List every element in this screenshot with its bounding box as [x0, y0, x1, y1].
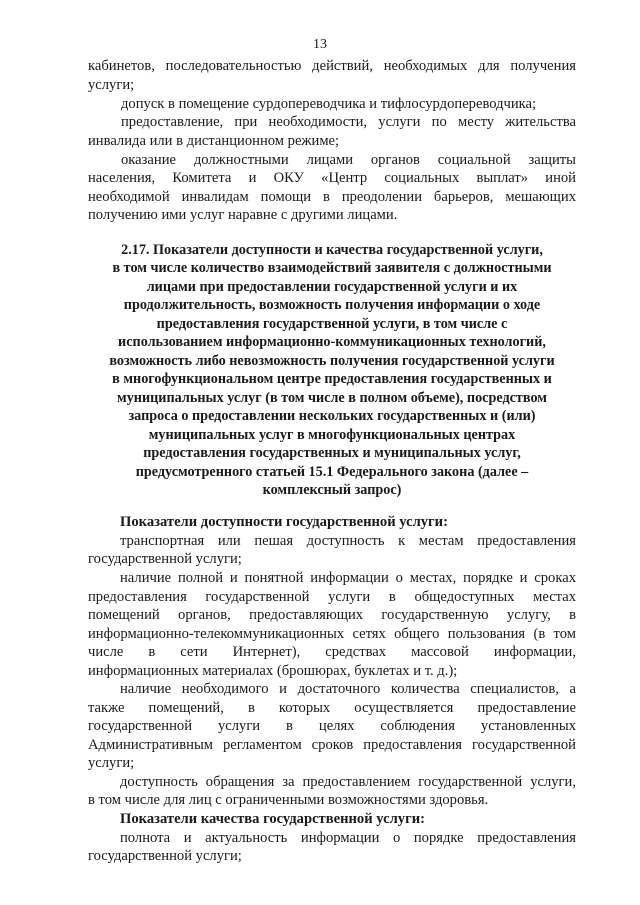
- text-line: предоставления государственной услуги в общедоступных местах: [88, 589, 576, 605]
- heading-line: предусмотренного статьей 15.1 Федерального закона (далее –: [135, 464, 529, 480]
- text-line: информационно-телекоммуникационных сетях общего пользования (в том: [88, 626, 576, 642]
- text-line: населения, Комитета и ОКУ «Центр социальных выплат» иной: [88, 170, 576, 186]
- text-line: инвалида или в дистанционном режиме;: [88, 133, 340, 149]
- text-line: наличие необходимого и достаточного количества специалистов, а: [120, 681, 576, 697]
- text-line: услуги;: [88, 755, 135, 771]
- text-line: транспортная или пешая доступность к местам предоставления: [120, 533, 576, 549]
- text-line: в том числе для лиц с ограниченными возможностями здоровья.: [88, 792, 489, 808]
- text-line: информационных материалах (брошюрах, буклетах и т. д.);: [88, 663, 458, 679]
- text-line: государственной услуги в целях соблюдения установленных: [88, 718, 576, 734]
- text-line: также помещений, в которых осуществляется предоставление: [88, 700, 576, 716]
- text-line: полнота и актуальность информации о порядке предоставления: [120, 830, 576, 846]
- heading-line: в том числе количество взаимодействий заявителя с должностными: [112, 260, 552, 276]
- heading-line: предоставления государственной услуги, в том числе с: [156, 316, 508, 332]
- quality-heading: Показатели качества государственной услуги:: [120, 811, 425, 827]
- text-line: услуги;: [88, 77, 135, 93]
- text-line: помещений органов, предоставляющих государственную услугу, в: [88, 607, 576, 623]
- heading-line: в многофункциональном центре предоставления государственных и: [112, 371, 552, 387]
- heading-line: муниципальных услуг в многофункциональных центрах: [148, 427, 516, 443]
- heading-line: запроса о предоставлении нескольких государственных и (или): [128, 408, 536, 424]
- heading-line: предоставления государственных и муниципальных услуг,: [143, 445, 521, 461]
- text-line: оказание должностными лицами органов социальной защиты: [121, 152, 576, 168]
- text-line: доступность обращения за предоставлением государственной услуги,: [120, 774, 576, 790]
- heading-line: 2.17. Показатели доступности и качества государственной услуги,: [121, 242, 543, 258]
- availability-heading: Показатели доступности государственной услуги:: [120, 514, 448, 530]
- heading-line: лицами при предоставлении государственной услуги и их: [146, 279, 518, 295]
- text-line: кабинетов, последовательностью действий, необходимых для получения: [88, 58, 576, 74]
- heading-line: продолжительность, возможность получения информации о ходе: [123, 297, 541, 313]
- heading-line: муниципальных услуг (в том числе в полном объеме), посредством: [117, 390, 547, 406]
- text-line: получению ими услуг наравне с другими лицами.: [88, 207, 398, 223]
- page-number: 13: [313, 37, 327, 52]
- text-line: необходимой инвалидам помощи в преодолении барьеров, мешающих: [88, 189, 576, 205]
- text-line: Административным регламентом сроков предоставления государственной: [88, 737, 576, 753]
- text-line: предоставление, при необходимости, услуги по месту жительства: [121, 114, 576, 130]
- heading-line: использованием информационно-коммуникационных технологий,: [118, 334, 546, 350]
- text-line: числе в сети Интернет), средствах массовой информации,: [88, 644, 576, 660]
- text-line: государственной услуги;: [88, 551, 242, 567]
- text-line: государственной услуги;: [88, 848, 242, 864]
- heading-line: возможность либо невозможность получения государственной услуги: [109, 353, 555, 369]
- heading-line: комплексный запрос): [262, 482, 402, 498]
- text-line: наличие полной и понятной информации о местах, порядке и сроках: [120, 570, 576, 586]
- list-item-interpreter: допуск в помещение сурдопереводчика и тифлосурдопереводчика;: [121, 96, 537, 112]
